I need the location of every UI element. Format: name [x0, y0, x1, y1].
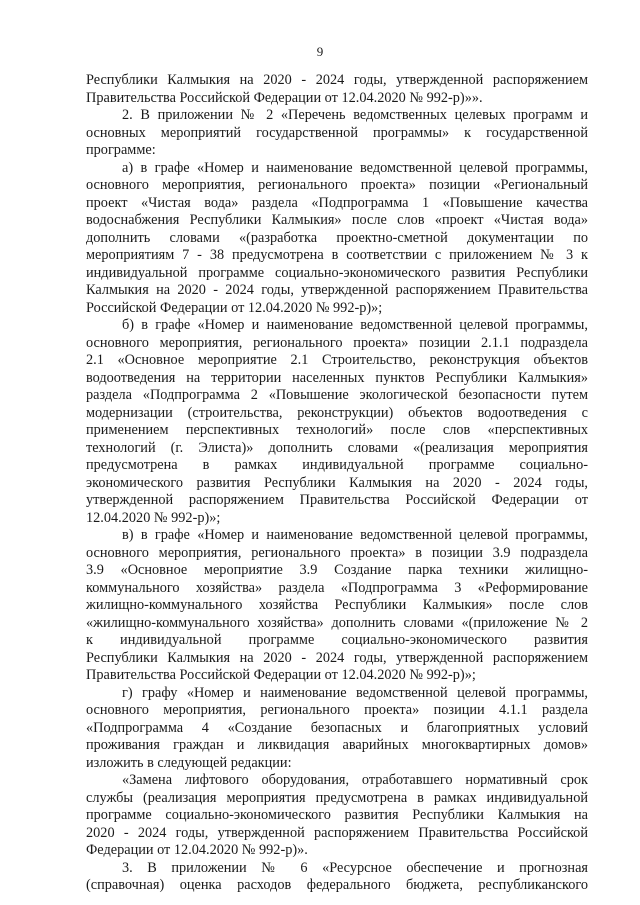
- text-line: Республики Калмыкия на 2020 - 2024 годы, утвержденной распоряжением: [86, 72, 588, 88]
- text-line: в) в графе «Номер и наименование ведомственной целевой программы,: [122, 527, 588, 543]
- text-line: службы (реализация мероприятия предусмотрена в рамках индивидуальной: [86, 789, 588, 806]
- text-line: модернизации (строительства, реконструкции) объектов водоотведения с: [86, 404, 588, 421]
- text-line: 2020 - 2024 годы, утвержденной распоряжением Правительства Российской: [86, 824, 588, 841]
- text-line: мероприятиям 7 - 38 предусмотрена в соответствии с приложением № 3 к: [86, 247, 588, 263]
- text-line: основного мероприятия, регионального проекта» в позиции 3.9 подраздела: [86, 544, 588, 561]
- text-line: предусмотрена в рамках индивидуальной программе социально-: [86, 457, 588, 473]
- text-line: Республики Калмыкия на 2020 - 2024 годы, утвержденной распоряжением: [86, 649, 588, 666]
- text-line: «Замена лифтового оборудования, отработавшего нормативный срок: [122, 772, 588, 788]
- text-line: 2. В приложении № 2 «Перечень ведомственных целевых программ и: [122, 107, 588, 123]
- text-line: Правительства Российской Федерации от 12.04.2020 № 992-р)»».: [86, 89, 483, 106]
- text-line: основных мероприятий государственной программы» к государственной: [86, 124, 588, 141]
- text-line: проживания граждан и ликвидация аварийных многоквартирных домов»: [86, 737, 588, 753]
- text-line: б) в графе «Номер и наименование ведомственной целевой программы,: [122, 317, 588, 333]
- text-line: к индивидуальной программе социально-экономического развития: [86, 632, 588, 648]
- text-line: основного мероприятия, регионального проекта» позиции 4.1.1 раздела: [86, 702, 588, 718]
- text-line: водоснабжения Республики Калмыкия» после слов «проект «Чистая вода»: [86, 212, 588, 228]
- text-line: утвержденной распоряжением Правительства Российской Федерации от: [86, 492, 588, 508]
- text-line: Правительства Российской Федерации от 12.04.2020 № 992-р)»;: [86, 667, 476, 683]
- text-line: Калмыкия на 2020 - 2024 годы, утвержденной распоряжением Правительства: [86, 282, 588, 298]
- text-line: индивидуальной программе социально-экономического развития Республики: [86, 264, 588, 281]
- text-line: 12.04.2020 № 992-р)»;: [86, 509, 221, 526]
- text-line: основного мероприятия, регионального проекта» позиции «Региональный: [86, 177, 588, 193]
- text-line: изложить в следующей редакции:: [86, 754, 292, 771]
- text-line: жилищно-коммунального хозяйства Республики Калмыкия» после слов: [86, 597, 588, 613]
- text-line: раздела «Подпрограмма 2 «Повышение экологической безопасности путем: [86, 387, 588, 403]
- text-line: коммунального хозяйства» раздела «Подпрограмма 3 «Реформирование: [86, 579, 588, 596]
- text-line: (справочная) оценка расходов федерального бюджета, республиканского: [86, 877, 588, 893]
- text-line: а) в графе «Номер и наименование ведомственной целевой программы,: [122, 159, 588, 176]
- text-line: основного мероприятия, регионального проекта» позиции 2.1.1 подраздела: [86, 334, 588, 351]
- text-line: водоотведения на территории населенных пунктов Республики Калмыкия»: [86, 369, 588, 386]
- text-line: дополнить словами «(разработка проектно-сметной документации по: [86, 229, 588, 246]
- text-line: 2.1 «Основное мероприятие 2.1 Строительство, реконструкция объектов: [86, 352, 588, 368]
- text-line: программе:: [86, 142, 156, 158]
- text-line: 3. В приложении № 6 «Ресурсное обеспечение и прогнозная: [122, 859, 588, 876]
- text-line: экономического развития Республики Калмыкия на 2020 - 2024 годы,: [86, 474, 588, 491]
- text-line: «Подпрограмма 4 «Создание безопасных и благоприятных условий: [86, 719, 588, 736]
- text-line: Российской Федерации от 12.04.2020 № 992-р)»;: [86, 299, 383, 316]
- text-line: технологий (г. Элиста)» дополнить словами «(реализация мероприятия: [86, 439, 588, 456]
- document-body: [86, 72, 588, 895]
- text-line: применением перспективных технологий» после слов «перспективных: [86, 422, 588, 438]
- text-line: проект «Чистая вода» раздела «Подпрограмма 1 «Повышение качества: [86, 194, 588, 211]
- text-line: 3.9 «Основное мероприятие 3.9 Создание парка техники жилищно-: [86, 562, 588, 578]
- text-line: Федерации от 12.04.2020 № 992-р)».: [86, 842, 308, 858]
- text-line: г) графу «Номер и наименование ведомственной целевой программы,: [122, 684, 588, 701]
- text-line: программе социально-экономического развития Республики Калмыкия на: [86, 807, 588, 823]
- text-line: «жилищно-коммунального хозяйства» дополнить словами «(приложение № 2: [86, 614, 588, 631]
- page-number: 9: [316, 44, 324, 59]
